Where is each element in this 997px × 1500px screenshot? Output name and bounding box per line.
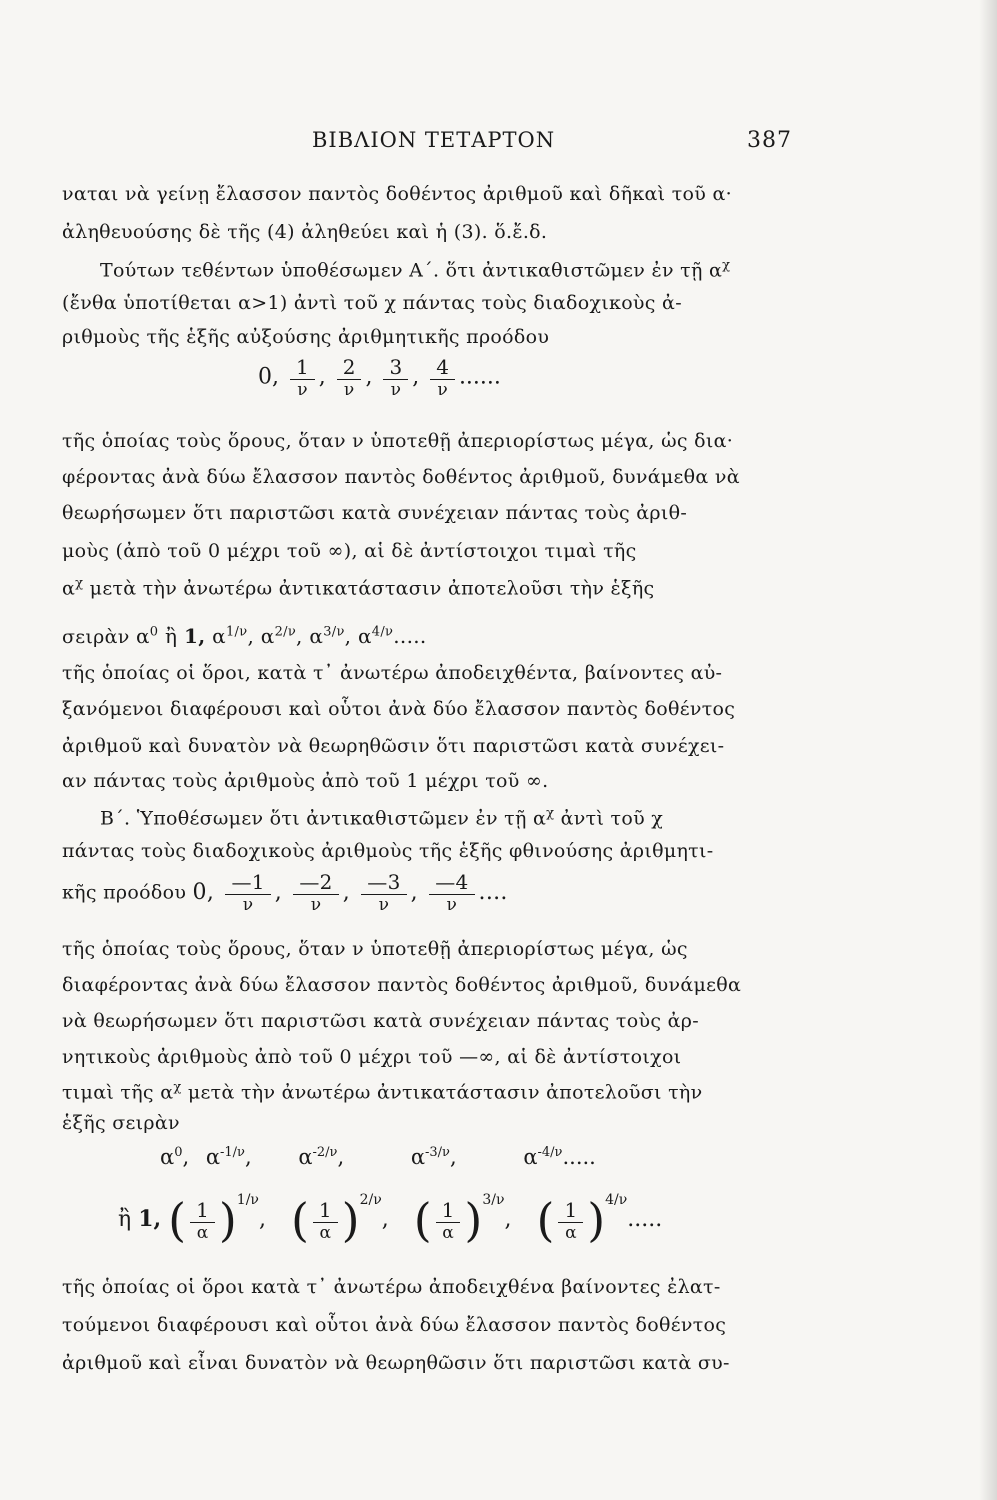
text-line: ριθμοὺς τῆς ἑξῆς αὐξούσης ἀριθμητικῆς προόδου — [62, 326, 550, 348]
text-line: ξανόμενοι διαφέρουσι καὶ οὗτοι ἀνὰ δύο ἔλασσον παντὸς δοθέντος — [62, 698, 736, 720]
text-line: ναται νὰ γείνῃ ἔλασσον παντὸς δοθέντος ἀριθμοῦ καὶ δῆκαὶ τοῦ α· — [62, 183, 732, 205]
text-line: τῆς ὁποίας οἱ ὅροι κατὰ τ᾽ ἀνωτέρω ἀποδειχθένα βαίνοντες ἐλατ- — [62, 1276, 721, 1298]
text-line: ἀληθευούσης δὲ τῆς (4) ἀληθεύει καὶ ἡ (3). ὅ.ἔ.δ. — [62, 221, 548, 243]
text-line: νητικοὺς ἀριθμοὺς ἀπὸ τοῦ 0 μέχρι τοῦ —∞, αἱ δὲ ἀντίστοιχοι — [62, 1046, 682, 1068]
text-line: διαφέροντας ἀνὰ δύω ἔλασσον παντὸς δοθέντος ἀριθμοῦ, δυνάμεθα — [62, 974, 742, 996]
sequence-formula: κῆς προόδου 0, $\frac{—1}{\nu}$ , $\frac{—2}{\nu}$ , $\frac{—3}{\nu}$ , $\frac{—4}{\nu}$ .... — [62, 870, 508, 915]
page-edge-shadow — [979, 0, 997, 1500]
text-line: τῆς ὁποίας οἱ ὅροι, κατὰ τ᾽ ἀνωτέρω ἀποδειχθέντα, βαίνοντες αὐ- — [62, 662, 723, 684]
text-line: Β΄. Ὑποθέσωμεν ὅτι ἀντικαθιστῶμεν ἐν τῇ $\alpha^\chi$ ἀντὶ τοῦ χ — [100, 806, 664, 830]
text-line: ἀριθμοῦ καὶ εἶναι δυνατὸν νὰ θεωρηθῶσιν ὅτι παριστῶσι κατὰ συ- — [62, 1352, 730, 1374]
text-line: πάντας τοὺς διαδοχικοὺς ἀριθμοὺς τῆς ἑξῆς φθινούσης ἀριθμητι- — [62, 840, 714, 862]
text-line: $\alpha^\chi$ μετὰ τὴν ἀνωτέρω ἀντικατάστασιν ἀποτελοῦσι τὴν ἑξῆς — [62, 576, 655, 600]
page-number: 387 — [747, 128, 792, 153]
text-line: τῆς ὁποίας τοὺς ὅρους, ὅταν ν ὑποτεθῇ ἀπεριορίστως μέγα, ὡς δια· — [62, 430, 734, 452]
sequence-formula: 0, $\frac{1}{\nu}$ , $\frac{2}{\nu}$ , $\frac{3}{\nu}$ , $\frac{4}{\nu}$ ...... — [258, 355, 501, 400]
text-line: θεωρήσωμεν ὅτι παριστῶσι κατὰ συνέχειαν πάντας τοὺς ἀριθ- — [62, 502, 688, 524]
header-title: ΒΙΒΛΙΟΝ ΤΕΤΑΡΤΟΝ — [312, 128, 556, 152]
reciprocal-series-formula: ἢ 1, ( $\frac{1}{\alpha}$ )$^{1/\nu}$, ( $\frac{1}{\alpha}$ )$^{2/\nu}$, ( $\frac{1}{\alpha}$ )$^{3/\nu}$, ( $\frac{1}{\alpha}$ )$^{4/\nu}$..... — [118, 1192, 663, 1247]
text-line: αν πάντας τοὺς ἀριθμοὺς ἀπὸ τοῦ 1 μέχρι τοῦ ∞. — [62, 770, 549, 792]
text-line: τιμαὶ τῆς $\alpha^\chi$ μετὰ τὴν ἀνωτέρω ἀντικατάστασιν ἀποτελοῦσι τὴν — [62, 1080, 703, 1104]
text-line: Τούτων τεθέντων ὑποθέσωμεν Α΄. ὅτι ἀντικαθιστῶμεν ἐν τῇ $\alpha^\chi$ — [100, 258, 731, 282]
text-line: φέροντας ἀνὰ δύω ἔλασσον παντὸς δοθέντος ἀριθμοῦ, δυνάμεθα νὰ — [62, 466, 740, 488]
text-line: τούμενοι διαφέρουσι καὶ οὗτοι ἀνὰ δύω ἔλασσον παντὸς δοθέντος — [62, 1314, 727, 1336]
text-line: (ἔνθα ὑποτίθεται α>1) ἀντὶ τοῦ χ πάντας τοὺς διαδοχικοὺς ἀ- — [62, 292, 682, 314]
text-line: νὰ θεωρήσωμεν ὅτι παριστῶσι κατὰ συνέχειαν πάντας τοὺς ἀρ- — [62, 1010, 699, 1032]
series-formula: $\alpha^0$, $\alpha^{-1/\nu}$, $\alpha^{-2/\nu}$, $\alpha^{-3/\nu}$, $\alpha^{-4/\nu}$..... — [160, 1145, 596, 1169]
text-line: ἀριθμοῦ καὶ δυνατὸν νὰ θεωρηθῶσιν ὅτι παριστῶσι κατὰ συνέχει- — [62, 735, 725, 757]
text-line: τῆς ὁποίας τοὺς ὅρους, ὅταν ν ὑποτεθῇ ἀπεριορίστως μέγα, ὡς — [62, 938, 688, 960]
text-line: μοὺς (ἀπὸ τοῦ 0 μέχρι τοῦ ∞), αἱ δὲ ἀντίστοιχοι τιμαὶ τῆς — [62, 540, 637, 562]
text-line: ἑξῆς σειρὰν — [62, 1112, 180, 1134]
series-formula: σειρὰν $\alpha^0$ ἢ 1, $\alpha^{1/\nu}$, $\alpha^{2/\nu}$, $\alpha^{3/\nu}$, $\alpha^{4/\nu}$..... — [62, 624, 427, 648]
